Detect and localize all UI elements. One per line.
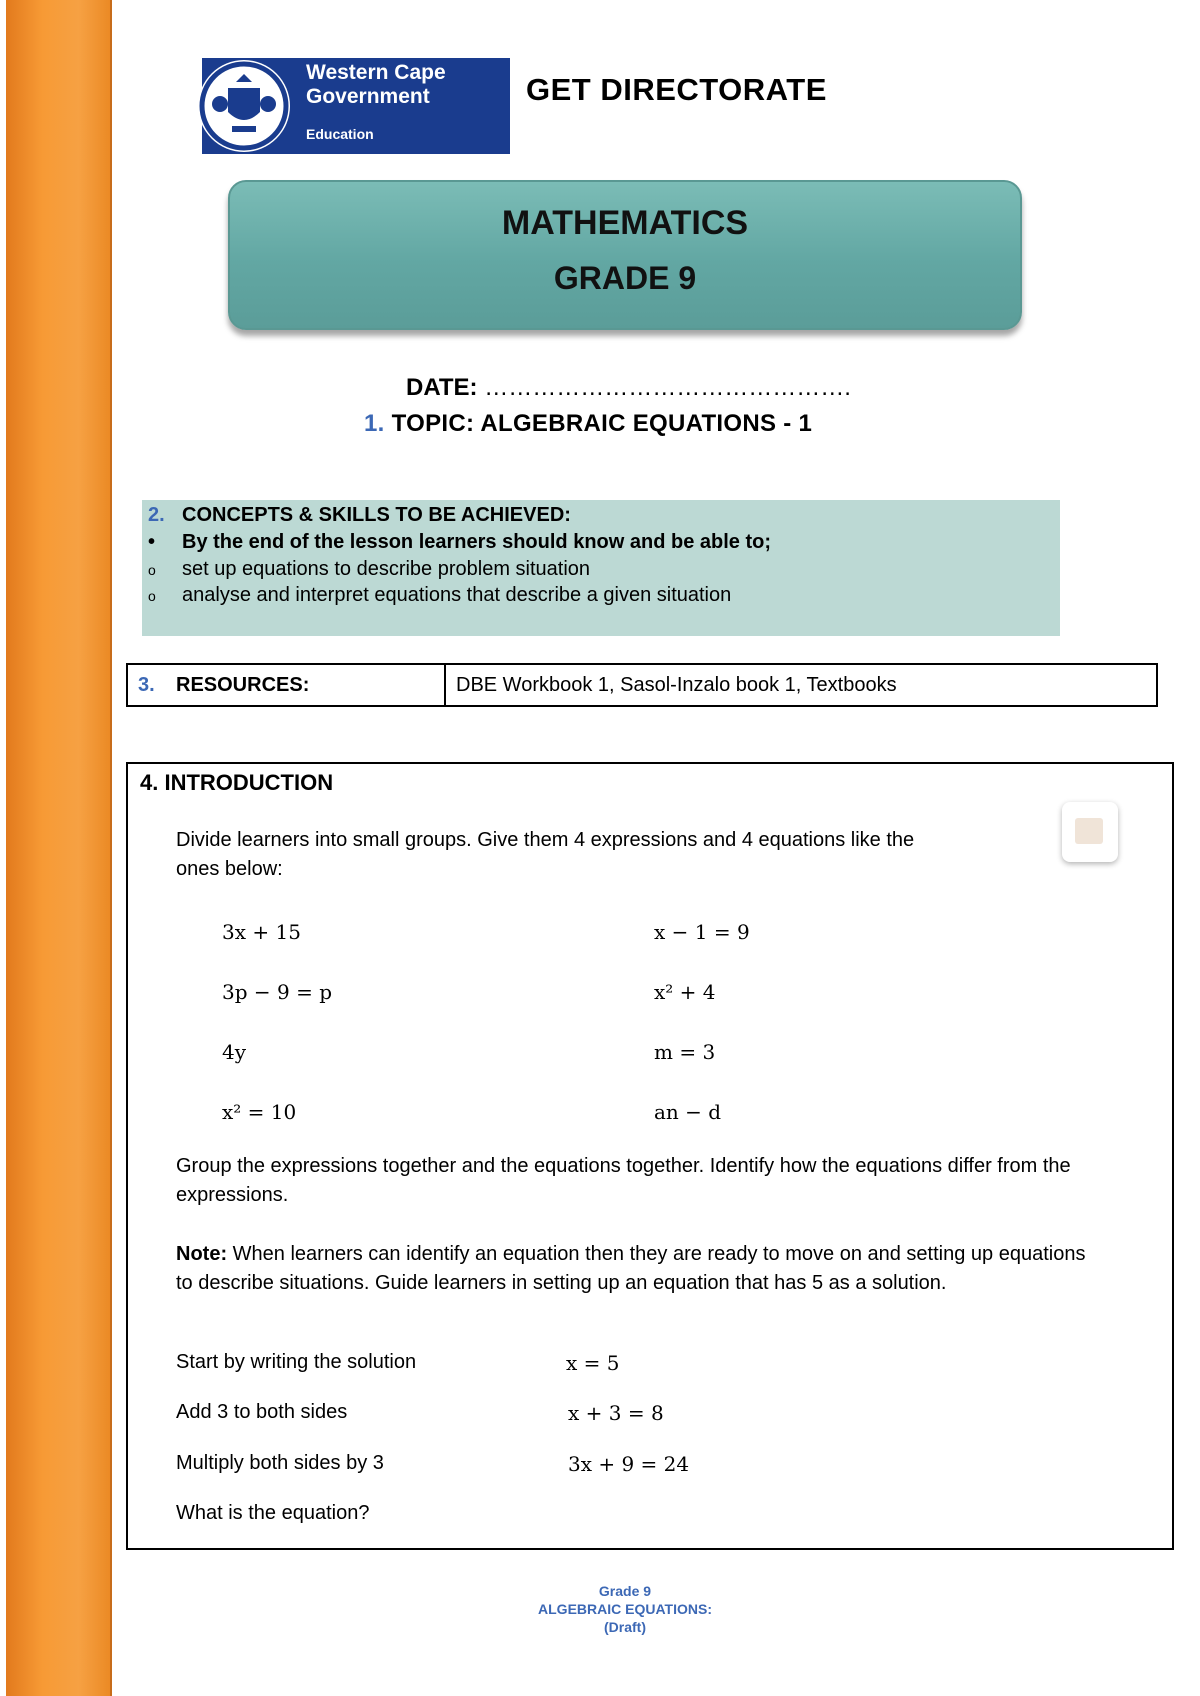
expression-right-4: an − d xyxy=(654,1100,722,1124)
logo-line3: Education xyxy=(306,126,374,142)
directorate-title: GET DIRECTORATE xyxy=(526,72,827,107)
intro-para2-line1: Group the expressions together and the equations together. Identify how the equations differ from the xyxy=(176,1155,1071,1177)
step-equation-3: 3x + 9 = 24 xyxy=(568,1452,690,1476)
circle-bullet-icon: o xyxy=(148,588,156,604)
resources-number: 3. xyxy=(138,674,155,696)
circle-bullet-icon: o xyxy=(148,562,156,578)
concepts-number: 2. xyxy=(148,504,165,526)
intro-para1-line2: ones below: xyxy=(176,858,283,880)
date-label: DATE: xyxy=(406,374,485,401)
topic-text: TOPIC: ALGEBRAIC EQUATIONS - 1 xyxy=(384,410,813,437)
footer-line1: Grade 9 xyxy=(598,1583,652,1599)
note-line1 xyxy=(176,1240,1085,1269)
logo-line2: Government xyxy=(306,85,430,108)
topic-number: 1. xyxy=(364,410,385,437)
expression-right-2: x² + 4 xyxy=(654,980,716,1004)
concepts-box xyxy=(142,500,1060,636)
resources-label-cell xyxy=(128,665,446,705)
footer-line2: ALGEBRAIC EQUATIONS: xyxy=(538,1601,712,1617)
resources-table xyxy=(126,663,1158,707)
footer-line3: (Draft) xyxy=(604,1619,646,1635)
step-equation-1: x = 5 xyxy=(566,1351,620,1375)
note-line2: to describe situations. Guide learners in setting up an equation that has 5 as a solution. xyxy=(176,1272,947,1294)
logo-line1: Western Cape xyxy=(306,61,446,84)
expression-left-1: 3x + 15 xyxy=(222,920,301,944)
bullet-icon: • xyxy=(148,531,156,553)
concepts-heading: CONCEPTS & SKILLS TO BE ACHIEVED: xyxy=(182,504,571,526)
concepts-intro: By the end of the lesson learners should know and be able to; xyxy=(182,531,771,553)
embedded-object-icon[interactable] xyxy=(1062,802,1118,862)
expression-left-4: x² = 10 xyxy=(222,1100,297,1124)
introduction-box xyxy=(126,762,1174,1550)
intro-para1-line1: Divide learners into small groups. Give them 4 expressions and 4 equations like the xyxy=(176,829,915,851)
note-text: When learners can identify an equation then they are ready to move on and setting up equations xyxy=(227,1243,1086,1265)
question-text: What is the equation? xyxy=(176,1502,370,1524)
concepts-item: analyse and interpret equations that describe a given situation xyxy=(182,584,732,606)
subject-title: MATHEMATICS xyxy=(501,204,749,242)
date-line xyxy=(406,374,851,402)
resources-value: DBE Workbook 1, Sasol-Inzalo book 1, Textbooks xyxy=(456,674,897,696)
coat-of-arms-icon xyxy=(198,60,290,152)
expression-right-1: x − 1 = 9 xyxy=(654,920,750,944)
orange-sidebar xyxy=(6,0,112,1696)
expression-right-3: m = 3 xyxy=(654,1040,716,1064)
note-label: Note: xyxy=(176,1243,228,1265)
step-label-1: Start by writing the solution xyxy=(176,1351,417,1373)
grade-title: GRADE 9 xyxy=(553,260,697,296)
step-label-3: Multiply both sides by 3 xyxy=(176,1452,384,1474)
step-label-2: Add 3 to both sides xyxy=(176,1401,348,1423)
intro-para2-line2: expressions. xyxy=(176,1184,289,1206)
expression-left-2: 3p − 9 = p xyxy=(222,980,332,1004)
expression-left-3: 4y xyxy=(222,1040,247,1064)
topic-line xyxy=(364,410,812,438)
introduction-heading: 4. INTRODUCTION xyxy=(140,770,334,795)
date-blank: ………………………………………. xyxy=(484,374,851,401)
resources-label: RESOURCES: xyxy=(176,674,310,696)
subject-banner xyxy=(228,180,1022,330)
wcg-logo xyxy=(202,58,510,154)
step-equation-2: x + 3 = 8 xyxy=(568,1401,664,1425)
concepts-item: set up equations to describe problem situation xyxy=(182,558,591,580)
